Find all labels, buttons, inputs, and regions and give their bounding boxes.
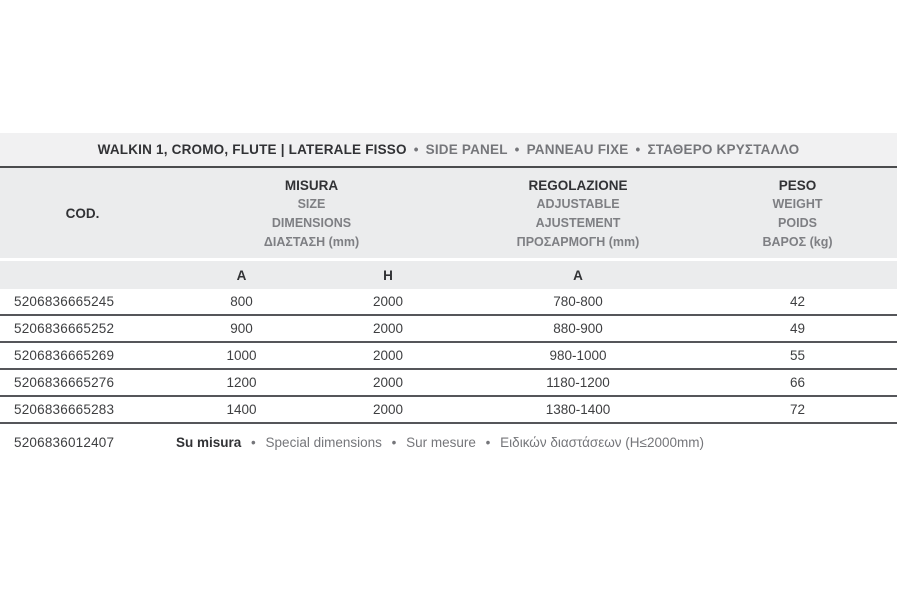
cell-regolazione-a: 980-1000 (549, 348, 607, 363)
column-header-regolazione: REGOLAZIONE ADJUSTABLE AJUSTEMENT ΠΡΟΣΑΡΜΟΓΗ (mm) (516, 178, 640, 249)
table-row-custom (0, 424, 897, 460)
cell-misura-a: 800 (230, 294, 253, 309)
page-title: WALKIN 1, CROMO, FLUTE | LATERALE FISSO (97, 142, 407, 157)
table-row (0, 316, 897, 343)
cell-misura-h: 2000 (372, 348, 404, 363)
column-header-misura: MISURA SIZE DIMENSIONS ΔΙΑΣΤΑΣΗ (mm) (263, 178, 360, 249)
bullet-separator: • (635, 142, 641, 157)
bullet-separator: • (251, 434, 256, 450)
cell-cod: 5206836665283 (14, 402, 115, 417)
column-header-peso: PESO WEIGHT POIDS ΒΑΡΟΣ (kg) (762, 178, 833, 249)
title-translation-gr: ΣΤΑΘΕΡΟ ΚΡΥΣΤΑΛΛΟ (647, 142, 800, 157)
cell-peso: 66 (789, 375, 806, 390)
table-title-bar (0, 133, 897, 168)
table-row (0, 370, 897, 397)
table-header (0, 168, 897, 258)
cell-cod: 5206836665269 (14, 348, 115, 363)
cell-misura-h: 2000 (372, 375, 404, 390)
cell-regolazione-a: 780-800 (553, 294, 603, 309)
column-header-cod: COD. (65, 205, 100, 221)
bullet-separator: • (514, 142, 520, 157)
cell-misura-h: 2000 (372, 321, 404, 336)
custom-dimensions-note (165, 435, 897, 450)
bullet-separator: • (413, 142, 419, 157)
cell-peso: 49 (789, 321, 806, 336)
custom-note-primary: Su misura (176, 434, 242, 450)
cell-misura-h: 2000 (372, 402, 404, 417)
cell-cod: 5206836665276 (14, 375, 115, 390)
table-row (0, 343, 897, 370)
custom-note-en: Special dimensions (265, 434, 382, 450)
cell-misura-a: 1200 (226, 375, 257, 390)
bullet-separator: • (391, 434, 397, 450)
cell-regolazione-a: 1380-1400 (545, 402, 611, 417)
custom-note-fr: Sur mesure (406, 434, 476, 450)
subheader-misura-h: H (383, 267, 393, 283)
table-row (0, 397, 897, 424)
cell-cod: 5206836012407 (14, 434, 115, 450)
product-spec-table (0, 133, 897, 460)
cell-misura-h: 2000 (372, 294, 404, 309)
cell-peso: 55 (789, 348, 806, 363)
custom-note-gr: Ειδικών διαστάσεων (H≤2000mm) (500, 434, 704, 450)
cell-misura-a: 1400 (226, 402, 257, 417)
cell-peso: 72 (789, 402, 806, 417)
cell-cod: 5206836665245 (14, 294, 115, 309)
title-translation-en: SIDE PANEL (425, 142, 508, 157)
cell-cod: 5206836665252 (14, 321, 115, 336)
subheader-regolazione-a: A (573, 267, 583, 283)
bullet-separator: • (485, 434, 491, 450)
table-row (0, 289, 897, 316)
cell-regolazione-a: 1180-1200 (546, 375, 610, 390)
subheader-misura-a: A (236, 267, 247, 283)
table-subheader (0, 261, 897, 289)
title-translation-fr: PANNEAU FIXE (526, 142, 629, 157)
cell-misura-a: 900 (230, 321, 253, 336)
cell-peso: 42 (789, 294, 806, 309)
cell-misura-a: 1000 (226, 348, 257, 363)
cell-regolazione-a: 880-900 (553, 321, 603, 336)
